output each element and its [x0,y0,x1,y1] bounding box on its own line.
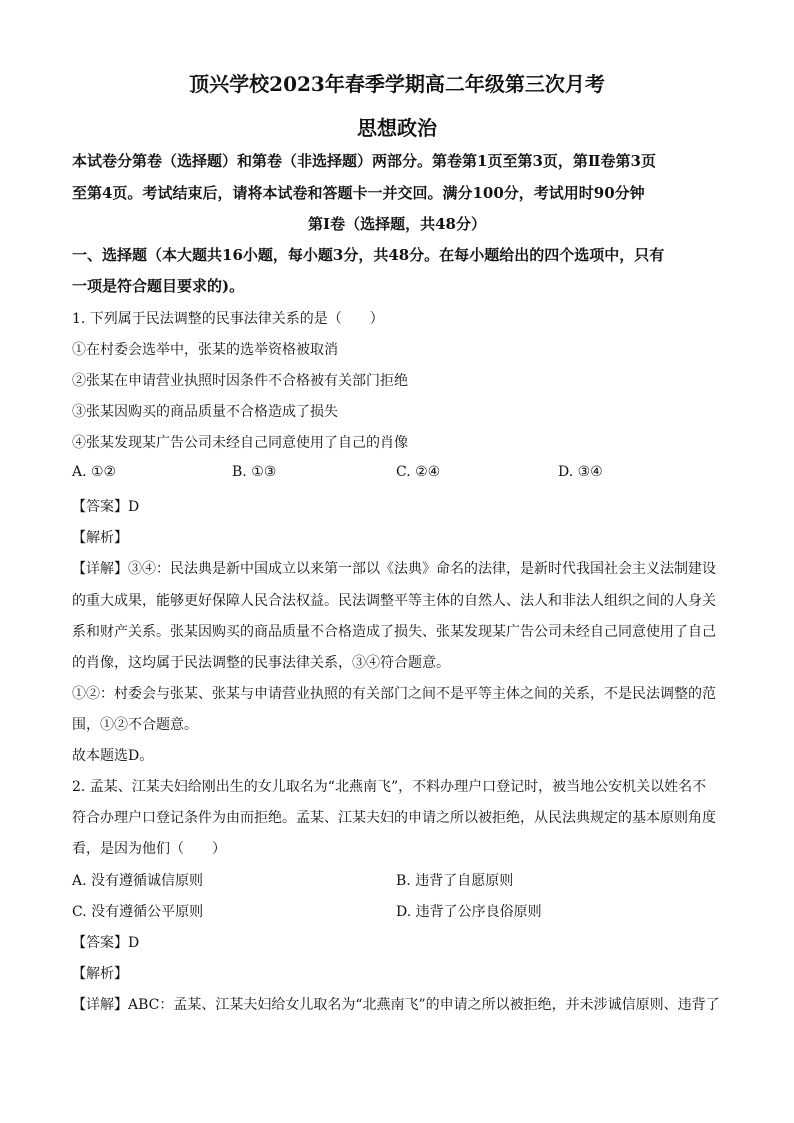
section1-line-1: 一、选择题（本大题共16小题，每小题3分，共48分。在每小题给出的四个选项中，只有 [72,246,665,264]
q1-detail-line-4: 的肖像，这均属于民法调整的民事法律关系，③④符合题意。 [72,655,450,671]
q1-option-b: B. ①③ [232,464,277,480]
q2-option-b: B. 违背了自愿原则 [396,873,514,889]
q1-detail-line-2: 的重大成果，能够更好保障人民合法权益。民法调整平等主体的自然人、法人和非法人组织之间的人身关 [72,593,716,609]
q1-item-1: ①在村委会选举中，张某的选举资格被取消 [72,342,338,358]
q2-option-c: C. 没有遵循公平原则 [72,904,204,920]
section1-line-2: 一项是符合题目要求的)。 [72,277,245,295]
q1-detail-line-7: 故本题选D。 [72,748,154,764]
q2-analysis-label: 【解析】 [72,966,128,982]
q1-detail-line-5: ①②：村委会与张某、张某与申请营业执照的有关部门之间不是平等主体之间的关系，不是民法调整的范 [72,686,716,702]
section-title: 第Ⅰ卷（选择题，共48分） [308,215,486,233]
intro-line-2: 至第4页。考试结束后，请将本试卷和答题卡一并交回。满分100分，考试用时90分钟 [72,184,645,202]
q1-option-d: D. ③④ [558,464,603,480]
q1-item-2: ②张某在申请营业执照时因条件不合格被有关部门拒绝 [72,373,408,389]
q1-stem: 1. 下列属于民法调整的民事法律关系的是（ ） [72,311,384,327]
q1-item-4: ④张某发现某广告公司未经自己同意使用了自己的肖像 [72,435,408,451]
q2-stem-line-3: 看，是因为他们（ ） [72,841,226,857]
q2-option-a: A. 没有遵循诚信原则 [72,873,204,889]
q2-detail-line-1: 【详解】ABC：孟某、江某夫妇给女儿取名为“北燕南飞”的申请之所以被拒绝，并未涉诚信原则、违背了 [72,997,720,1013]
intro-line-1: 本试卷分第卷（选择题）和第卷（非选择题）两部分。第卷第1页至第3页，第Ⅱ卷第3页 [72,152,656,170]
q2-answer: 【答案】D [72,935,140,951]
q1-detail-line-3: 系和财产关系。张某因购买的商品质量不合格造成了损失、张某发现某广告公司未经自己同意使用了自己 [72,624,716,640]
q2-stem-line-1: 2. 孟某、江某夫妇给刚出生的女儿取名为“北燕南飞”，不料办理户口登记时，被当地公安机关以姓名不 [72,779,707,795]
q1-detail-line-1: 【详解】③④：民法典是新中国成立以来第一部以《法典》命名的法律，是新时代我国社会主义法制建设 [72,561,716,577]
q1-detail-line-6: 围，①②不合题意。 [72,717,198,733]
q2-stem-line-2: 符合办理户口登记条件为由而拒绝。孟某、江某夫妇的申请之所以被拒绝，从民法典规定的基本原则角度 [72,810,716,826]
q1-analysis-label: 【解析】 [72,530,128,546]
q1-answer: 【答案】D [72,499,140,515]
exam-title: 顶兴学校2023年春季学期高二年级第三次月考 [189,72,605,96]
q1-option-c: C. ②④ [396,464,441,480]
q1-option-a: A. ①② [72,464,117,480]
q1-item-3: ③张某因购买的商品质量不合格造成了损失 [72,404,338,420]
subject-title: 思想政治 [357,116,437,140]
q2-option-d: D. 违背了公序良俗原则 [396,904,542,920]
